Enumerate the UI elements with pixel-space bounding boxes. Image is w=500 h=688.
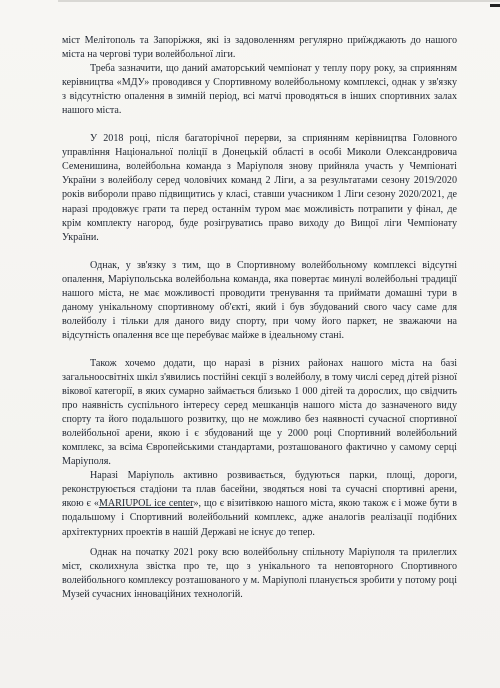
paragraph-7: Однак на початку 2021 року всю волейбольну спільноту Маріуполя та прилеглих міст, сколихнула звістка про те, що з унікального та неповторного Спортивного волейбольного комплексу розташованого у м. Маріуполі планується зробити у потому році Музей сучасних інноваційних технологій.: [62, 546, 457, 600]
document-body: [62, 34, 457, 602]
paragraph-1: міст Мелітополь та Запоріжжя, які із задоволенням регулярно приїжджають до нашого міста на чергові тури волейбольної ліги.: [62, 35, 457, 61]
paragraph-6-end: », що є візитівкою нашого міста, якою також є і може бути в подальшому і Спортивний волейбольний комплекс, адже аналогів реалізації подібних архітектурних проектів в нашій Державі не існує до тепер.: [62, 498, 457, 538]
mariupol-ice-center-link[interactable]: MARIUPOL ice center: [98, 498, 194, 510]
paragraph-6: [62, 469, 457, 539]
scan-corner-mark: [490, 4, 500, 7]
scan-top-edge: [58, 0, 500, 2]
paragraph-4: Однак, у зв'язку з тим, що в Спортивному волейбольному комплексі відсутні опалення, Маріупольська волейбольна команда, яка повертає минулі волейбольні традиції нашого міста, не має можливості проводити тренування та приймати домашні тури в даному унікальному спортивному об'єкті, який і був збудований свого часу саме для волейболу і тільки для даного виду спорту, при чому його паркет, не зважаючи на відсутність опалення все ще перебуває майже в ідеальному стані.: [62, 259, 457, 341]
paragraph-3: У 2018 році, після багаторічної перерви, за сприянням керівництва Головного управління Національної поліції в Донецькій області в особі Миколи Олександровича Семенишина, волейбольна команда з Маріуполя знову прийняла участь у Чемпіонаті України з волейболу серед чоловічих команд 2 Ліги, а за результатами сезону 2019/2020 років вибороли право підвищитись у класі, ставши учасником 1 Ліги сезону 2020/2021, де наразі продовжує грати та перед останнім туром має можливість потрапити у фінал, де крім комплекту нагород, буде розігруватись право виходу до Вищої ліги Чемпіонату України.: [62, 133, 457, 243]
paragraph-2: Треба зазначити, що даний аматорський чемпіонат у теплу пору року, за сприянням керівництва «МДУ» проводився у Спортивному волейбольному комплексі, однак у зв'язку з відсутністю опалення в зимній період, всі матчі проводяться в інших спортивних залах нашого міста.: [62, 63, 457, 117]
paragraph-5: Також хочемо додати, що наразі в різних районах нашого міста на базі загальноосвітніх шкіл з'явились постійні секції з волейболу, в тому числі серед дітей різної вікової категорії, в яких сумарно займається близько 1 000 дітей та дорослих, що свідчить про наявність суспільного інтересу серед мешканців нашого міста до зазначеного виду спорту та його подальшого розвитку, що не можливо без наявності сучасної спортивної волейбольної арени, якою і є збудований ще у 2000 році Спортивний волейбольний комплекс, за всіма Європейськими стандартами, розташованого фактично у самому серці Маріуполя.: [62, 357, 457, 468]
paragraph-6-start: Наразі Маріуполь активно розвивається, будуються парки, площі, дороги, реконструюється стадіони та плав басейни, зводяться нові та сучасні спортивні арени, якою є «: [62, 470, 457, 510]
